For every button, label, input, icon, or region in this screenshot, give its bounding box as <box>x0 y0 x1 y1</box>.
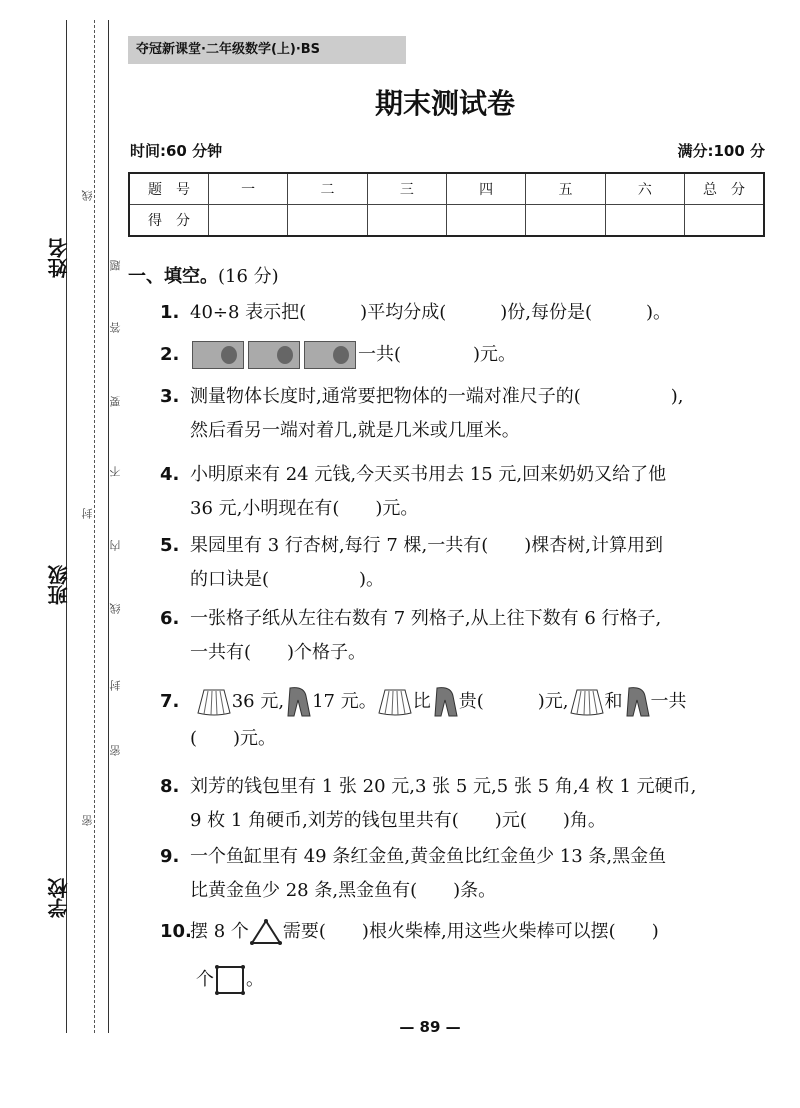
question-text: 测量物体长度时,通常要把物体的一端对准尺子的( ), <box>190 386 684 407</box>
question-text: 和 <box>604 691 623 712</box>
question-2 <box>160 338 770 372</box>
scarf-icon <box>623 686 651 718</box>
score-table <box>128 172 765 237</box>
seal-char-feng2: 封 <box>109 680 122 691</box>
table-cell: 一 <box>209 173 288 205</box>
question-9 <box>160 840 770 908</box>
class-label: 班级 <box>47 565 71 605</box>
banknote-20-icon <box>248 341 300 369</box>
question-number: 5. <box>160 535 180 556</box>
banknote-50-icon <box>192 341 244 369</box>
question-text-cont: 比黄金鱼少 28 条,黑金鱼有( )条。 <box>190 880 497 901</box>
question-text: 一张格子纸从左往右数有 7 列格子,从上往下数有 6 行格子, <box>190 608 662 629</box>
question-7 <box>160 682 770 756</box>
table-cell: 六 <box>605 173 684 205</box>
name-label: 姓名 <box>47 238 71 278</box>
seal-char-da: 答 <box>109 322 122 333</box>
question-text: 一共( )元。 <box>358 344 517 365</box>
question-text: 比 <box>412 691 431 712</box>
question-text-cont: ( )元。 <box>190 728 277 749</box>
question-number: 2. <box>160 344 180 365</box>
full-score-info: 满分:100 分 <box>677 142 765 160</box>
question-text: 一共 <box>650 691 687 712</box>
table-cell: 得 分 <box>129 205 209 237</box>
question-text: 36 元, <box>231 691 285 712</box>
seal-char-bu: 不 <box>109 466 122 477</box>
question-number: 7. <box>160 691 180 712</box>
question-3 <box>160 380 770 448</box>
banknote-10-icon <box>304 341 356 369</box>
scarf-icon <box>431 686 459 718</box>
seal-char-mi: 密 <box>81 815 94 826</box>
question-text: 17 元。 <box>312 691 377 712</box>
score-entry[interactable] <box>288 205 367 237</box>
table-cell: 五 <box>526 173 605 205</box>
question-4 <box>160 458 770 526</box>
scarf-icon <box>284 686 312 718</box>
question-number: 1. <box>160 302 180 323</box>
score-table-header-row <box>129 173 764 205</box>
question-text-cont: 然后看另一端对着几,就是几米或几厘米。 <box>190 420 520 441</box>
table-cell: 三 <box>367 173 446 205</box>
table-cell: 二 <box>288 173 367 205</box>
question-text: 果园里有 3 行杏树,每行 7 棵,一共有( )棵杏树,计算用到 <box>190 535 663 556</box>
question-text-cont: 的口诀是( )。 <box>190 569 385 590</box>
question-6 <box>160 602 770 670</box>
page-title: 期末测试卷 <box>374 87 515 120</box>
question-text: 。 <box>246 969 264 990</box>
score-entry[interactable] <box>367 205 446 237</box>
question-text: 摆 8 个 <box>190 921 249 942</box>
score-entry[interactable] <box>446 205 525 237</box>
question-8 <box>160 770 770 838</box>
skirt-icon <box>196 687 232 717</box>
question-number: 3. <box>160 386 180 407</box>
question-number: 9. <box>160 846 180 867</box>
question-text: 刘芳的钱包里有 1 张 20 元,3 张 5 元,5 张 5 角,4 枚 1 元硬币, <box>190 776 697 797</box>
skirt-icon <box>569 687 605 717</box>
skirt-icon <box>377 687 413 717</box>
question-text: 40÷8 表示把( )平均分成( )份,每份是( )。 <box>190 302 672 323</box>
seal-char-yao: 要 <box>109 396 122 407</box>
matchstick-triangle-icon <box>249 918 283 946</box>
seal-char-nei: 内 <box>109 540 122 551</box>
matchstick-square-icon <box>214 964 246 996</box>
page-number: — 89 — <box>399 1018 461 1036</box>
seal-char-ti: 题 <box>109 260 122 271</box>
seal-char-feng: 封 <box>81 508 94 519</box>
question-text-cont: 36 元,小明现在有( )元。 <box>190 498 419 519</box>
table-cell: 题 号 <box>129 173 209 205</box>
section-title-text: 一、填空。 <box>128 266 218 287</box>
question-text: 个 <box>196 969 214 990</box>
table-cell: 四 <box>446 173 525 205</box>
question-1 <box>160 296 770 330</box>
score-table-score-row <box>129 205 764 237</box>
question-5 <box>160 529 770 597</box>
binding-line-inner <box>108 20 109 1033</box>
question-number: 6. <box>160 608 180 629</box>
school-label: 学校 <box>47 878 71 918</box>
question-10 <box>160 912 770 1008</box>
question-text-cont: 一共有( )个格子。 <box>190 642 367 663</box>
section-points: (16 分) <box>218 266 279 287</box>
binding-dashed-line <box>94 20 95 1033</box>
score-entry[interactable] <box>209 205 288 237</box>
time-info: 时间:60 分钟 <box>130 142 223 160</box>
score-entry[interactable] <box>605 205 684 237</box>
section-title <box>128 262 279 288</box>
seal-char-mi2: 密 <box>109 745 122 756</box>
series-header: 夺冠新课堂·二年级数学(上)·BS <box>128 36 406 64</box>
seal-char-xian: 线 <box>81 190 94 201</box>
question-text-cont: 9 枚 1 角硬币,刘芳的钱包里共有( )元( )角。 <box>190 810 606 831</box>
score-entry[interactable] <box>526 205 605 237</box>
table-cell: 总 分 <box>685 173 765 205</box>
seal-char-xian2: 线 <box>109 603 122 614</box>
question-number: 8. <box>160 776 180 797</box>
question-number: 10. <box>160 921 192 942</box>
question-text: 一个鱼缸里有 49 条红金鱼,黄金鱼比红金鱼少 13 条,黑金鱼 <box>190 846 667 867</box>
question-text: 需要( )根火柴棒,用这些火柴棒可以摆( ) <box>282 921 659 942</box>
score-entry[interactable] <box>685 205 765 237</box>
question-text: 贵( )元, <box>458 691 569 712</box>
question-text: 小明原来有 24 元钱,今天买书用去 15 元,回来奶奶又给了他 <box>190 464 667 485</box>
question-number: 4. <box>160 464 180 485</box>
